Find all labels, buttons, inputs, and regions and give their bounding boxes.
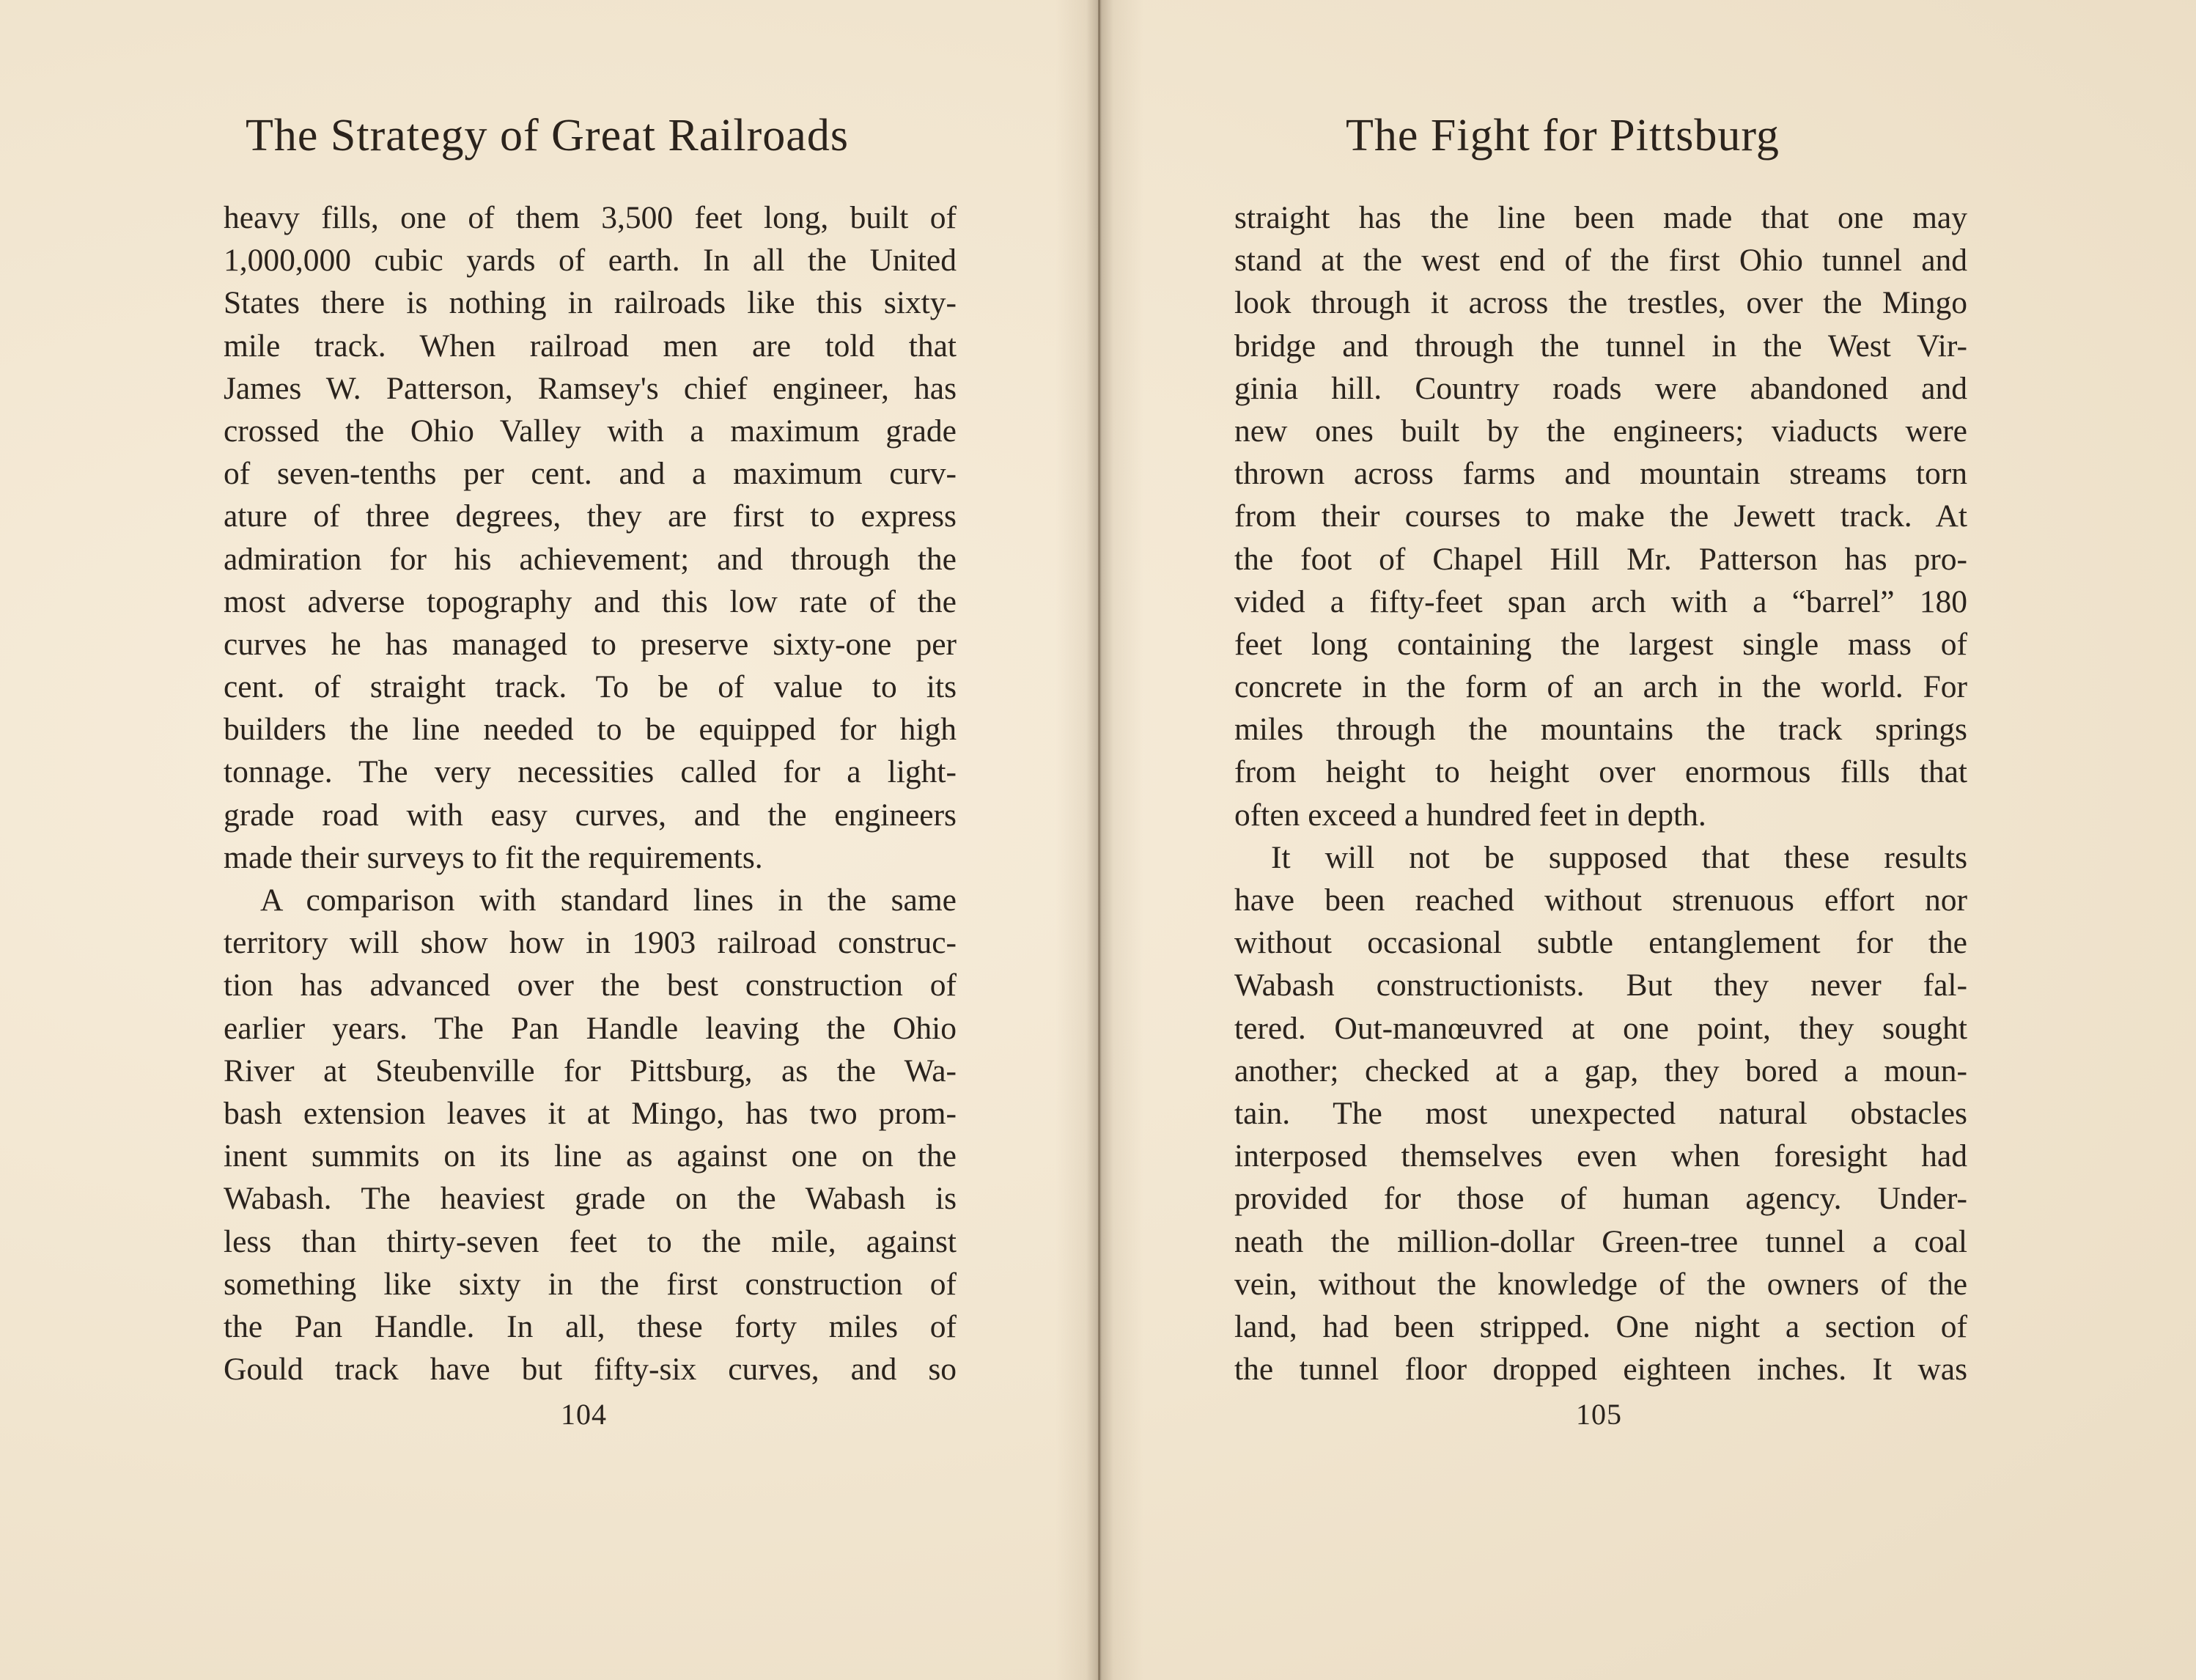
- text-line: 1,000,000 cubic yards of earth. In all the United: [224, 243, 957, 279]
- text-line: thrown across farms and mountain streams torn: [1234, 456, 1967, 492]
- text-line: most adverse topography and this low rate of the: [224, 583, 957, 619]
- text-line: It will not be supposed that these results: [1271, 839, 1967, 875]
- text-line: the foot of Chapel Hill Mr. Patterson has pro-: [1234, 541, 1967, 577]
- text-line: heavy fills, one of them 3,500 feet long, built of: [224, 200, 957, 235]
- text-line: builders the line needed to be equipped for high: [224, 712, 957, 748]
- text-line: bash extension leaves it at Mingo, has two prom-: [224, 1095, 957, 1131]
- text-line: tonnage. The very necessities called for a light-: [224, 754, 957, 790]
- text-line: often exceed a hundred feet in depth.: [1234, 797, 1706, 833]
- text-line: feet long containing the largest single mass of: [1234, 626, 1967, 662]
- text-line: made their surveys to fit the requirements.: [224, 839, 763, 875]
- right-page: [1104, 0, 2196, 1680]
- text-line: provided for those of human agency. Under-: [1234, 1181, 1967, 1217]
- text-line: another; checked at a gap, they bored a moun-: [1234, 1053, 1967, 1088]
- text-line: ature of three degrees, they are first to express: [224, 498, 957, 534]
- text-line: James W. Patterson, Ramsey's chief engineer, has: [224, 370, 957, 406]
- text-line: ginia hill. Country roads were abandoned and: [1234, 370, 1967, 406]
- text-line: without occasional subtle entanglement for the: [1234, 925, 1967, 961]
- left-page: [0, 0, 1092, 1680]
- text-line: mile track. When railroad men are told that: [224, 328, 957, 364]
- text-line: of seven-tenths per cent. and a maximum curv-: [224, 456, 957, 492]
- text-line: from their courses to make the Jewett track. At: [1234, 498, 1967, 534]
- text-line: less than thirty-seven feet to the mile, against: [224, 1223, 957, 1259]
- text-line: inent summits on its line as against one on the: [224, 1138, 957, 1174]
- text-line: earlier years. The Pan Handle leaving the Ohio: [224, 1010, 957, 1046]
- text-line: Wabash constructionists. But they never fal-: [1234, 968, 1967, 1003]
- text-line: curves he has managed to preserve sixty-one per: [224, 626, 957, 662]
- text-line: vided a fifty-feet span arch with a “barrel” 180: [1234, 583, 1967, 619]
- text-line: Gould track have but fifty-six curves, and so: [224, 1352, 957, 1388]
- text-line: bridge and through the tunnel in the West Vir-: [1234, 328, 1967, 364]
- text-line: A comparison with standard lines in the same: [260, 883, 957, 918]
- text-line: tain. The most unexpected natural obstacles: [1234, 1095, 1967, 1131]
- text-line: the tunnel floor dropped eighteen inches. It was: [1234, 1352, 1967, 1388]
- text-line: something like sixty in the first construction of: [224, 1266, 957, 1302]
- text-line: interposed themselves even when foresight had: [1234, 1138, 1967, 1174]
- text-line: Wabash. The heaviest grade on the Wabash is: [224, 1181, 957, 1217]
- text-line: stand at the west end of the first Ohio tunnel and: [1234, 243, 1967, 279]
- text-line: crossed the Ohio Valley with a maximum grade: [224, 413, 957, 449]
- text-line: River at Steubenville for Pittsburg, as the Wa-: [224, 1053, 957, 1088]
- text-line: have been reached without strenuous effort nor: [1234, 883, 1967, 918]
- text-line: vein, without the knowledge of the owners of the: [1234, 1266, 1967, 1302]
- text-line: tion has advanced over the best construction of: [224, 968, 957, 1003]
- right-page-number: 105: [1576, 1398, 1622, 1431]
- text-line: tered. Out-manœuvred at one point, they sought: [1234, 1010, 1967, 1046]
- text-line: States there is nothing in railroads like this sixty-: [224, 285, 957, 321]
- text-line: neath the million-dollar Green-tree tunnel a coal: [1234, 1223, 1967, 1259]
- text-line: new ones built by the engineers; viaducts were: [1234, 413, 1967, 449]
- left-page-number: 104: [561, 1398, 607, 1431]
- text-line: miles through the mountains the track springs: [1234, 712, 1967, 748]
- text-line: admiration for his achievement; and through the: [224, 541, 957, 577]
- text-line: grade road with easy curves, and the engineers: [224, 797, 957, 833]
- text-line: straight has the line been made that one may: [1234, 200, 1967, 235]
- text-line: land, had been stripped. One night a section of: [1234, 1308, 1967, 1344]
- left-running-head: The Strategy of Great Railroads: [246, 111, 849, 161]
- text-line: from height to height over enormous fills that: [1234, 754, 1967, 790]
- right-page-text: [1234, 196, 1967, 1390]
- text-line: the Pan Handle. In all, these forty miles of: [224, 1308, 957, 1344]
- text-line: look through it across the trestles, over the Mingo: [1234, 285, 1967, 321]
- text-line: territory will show how in 1903 railroad construc-: [224, 925, 957, 961]
- right-running-head: The Fight for Pittsburg: [1346, 111, 1780, 161]
- book-spine-crease: [1098, 0, 1100, 1680]
- text-line: concrete in the form of an arch in the world. For: [1234, 669, 1967, 705]
- text-line: cent. of straight track. To be of value to its: [224, 669, 957, 705]
- left-page-text: [224, 196, 957, 1390]
